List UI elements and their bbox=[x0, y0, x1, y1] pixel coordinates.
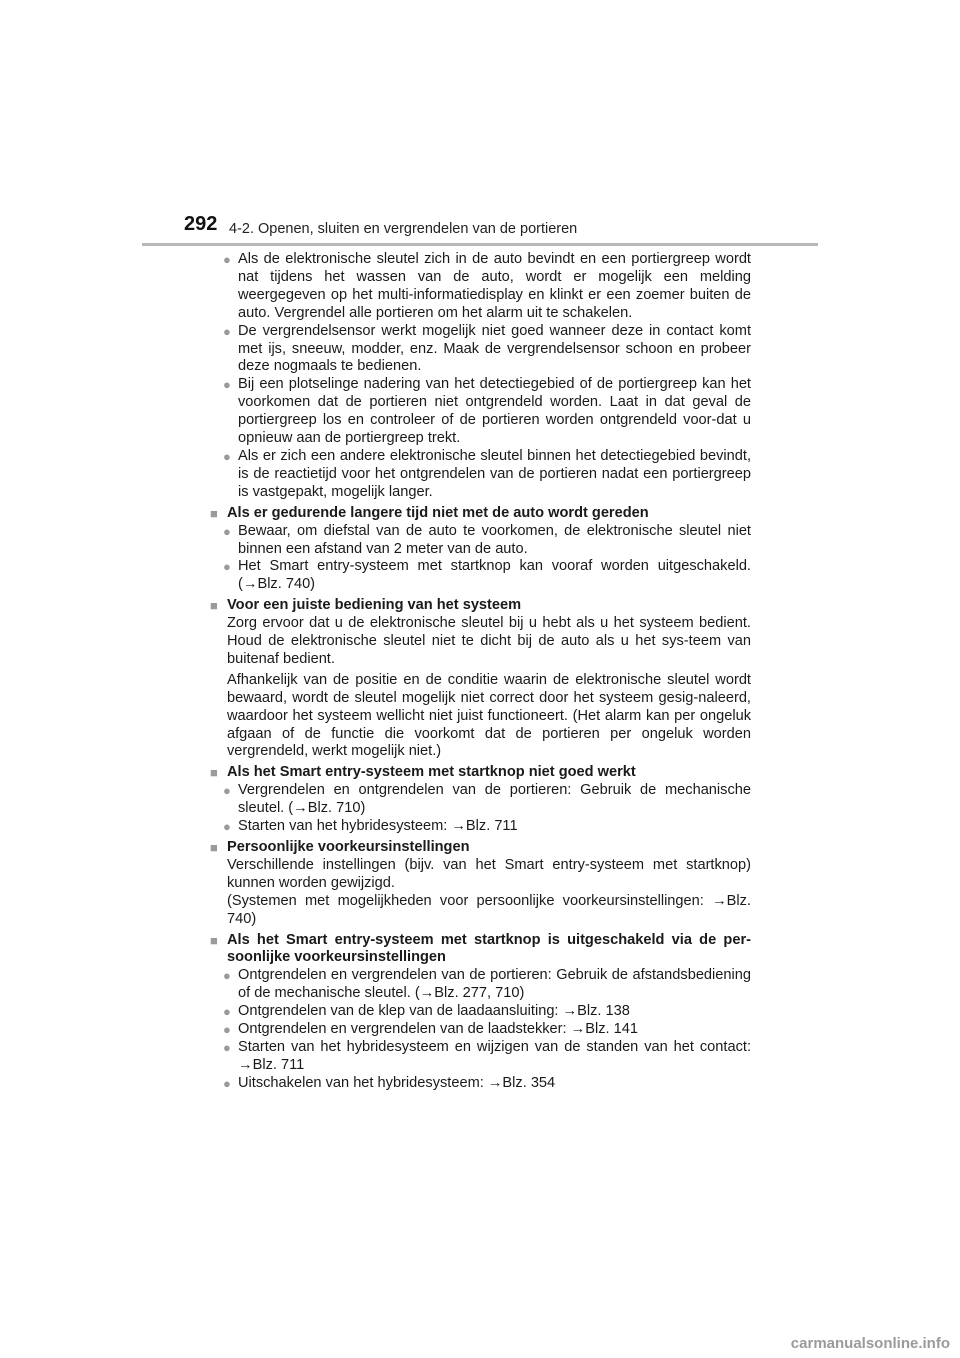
bullet-item bbox=[210, 323, 751, 377]
bullet-text: Uitschakelen van het hybridesysteem: →Blz. 354 bbox=[238, 1074, 556, 1091]
bullet-marker-icon: ● bbox=[223, 1075, 231, 1091]
bullet-text: De vergrendelsensor werkt mogelijk niet goed wanneer deze in contact komt met ijs, sneeuw, modder, enz. Maak de vergrendelsensor schoon en probeer deze nogmaals te bedienen. bbox=[238, 322, 751, 375]
bullet-item bbox=[210, 376, 751, 448]
bullet-marker-icon: ● bbox=[223, 323, 231, 339]
section-heading bbox=[210, 597, 751, 615]
heading-text: Als het Smart entry-systeem met startknop is uitgeschakeld via de per-soonlijke voorkeursinstellingen bbox=[227, 931, 751, 966]
watermark: carmanualsonline.info bbox=[790, 1335, 950, 1352]
heading-text: Als er gedurende langere tijd niet met de auto wordt gereden bbox=[227, 504, 649, 521]
heading-square-icon: ■ bbox=[210, 598, 218, 614]
heading-square-icon: ■ bbox=[210, 505, 218, 521]
heading-text: Als het Smart entry-systeem met startknop niet goed werkt bbox=[227, 764, 636, 781]
bullet-marker-icon: ● bbox=[223, 559, 231, 575]
bullet-marker-icon: ● bbox=[223, 1022, 231, 1038]
bullet-text: Bewaar, om diefstal van de auto te voorkomen, de elektronische sleutel niet binnen een afstand van 2 meter van de auto. bbox=[238, 522, 751, 557]
bullet-marker-icon: ● bbox=[223, 1004, 231, 1020]
section-heading bbox=[210, 839, 751, 857]
bullet-item bbox=[210, 523, 751, 559]
header-divider bbox=[142, 243, 818, 246]
bullet-item bbox=[210, 818, 751, 836]
bullet-marker-icon: ● bbox=[223, 819, 231, 835]
bullet-text: Ontgrendelen en vergrendelen van de portieren: Gebruik de afstandsbediening of de mechanische sleutel. (→Blz. 277, 710) bbox=[238, 967, 751, 1002]
bullet-text: Ontgrendelen van de klep van de laadaansluiting: →Blz. 138 bbox=[238, 1003, 630, 1020]
section-title: 4-2. Openen, sluiten en vergrendelen van de portieren bbox=[229, 221, 578, 237]
paragraph: Zorg ervoor dat u de elektronische sleutel bij u hebt als u het systeem bedient. Houd de elektronische sleutel niet te dicht bij de auto als u het sys-teem van buitenaf bedient. bbox=[227, 615, 751, 667]
heading-square-icon: ■ bbox=[210, 840, 218, 855]
bullet-text: Als er zich een andere elektronische sleutel binnen het detectiegebied bevindt, is de reactietijd voor het ontgrendelen van de portieren nadat een portiergreep is vastgepakt, mogelijk langer. bbox=[238, 447, 751, 500]
page-header bbox=[0, 0, 960, 250]
bullet-item bbox=[210, 1021, 751, 1039]
bullet-item bbox=[210, 558, 751, 594]
manual-content bbox=[210, 251, 751, 1093]
page-number: 292 bbox=[184, 213, 218, 235]
bullet-marker-icon: ● bbox=[223, 783, 231, 799]
bullet-marker-icon: ● bbox=[223, 523, 231, 539]
bullet-item bbox=[210, 1075, 751, 1093]
bullet-item bbox=[210, 448, 751, 502]
section-heading bbox=[210, 932, 751, 968]
section-heading bbox=[210, 764, 751, 782]
bullet-text: Als de elektronische sleutel zich in de auto bevindt en een portiergreep wordt nat tijdens het wassen van de auto, wordt er mogelijk een melding weergegeven op het multi-informatiedisplay en klinkt er een zoemer buiten de auto. Vergrendel alle portieren om het alarm uit te schakelen. bbox=[238, 251, 751, 321]
paragraph: Afhankelijk van de positie en de conditie waarin de elektronische sleutel wordt bewaard, wordt de sleutel mogelijk niet correct door het systeem gesig-naleerd, waardoor het systeem wellicht niet juist functioneert. (Het alarm kan per ongeluk afgaan of de functie die voorkomt dat de portieren per ongeluk worden vergrendeld, werkt mogelijk niet.) bbox=[227, 671, 751, 760]
bullet-text: Ontgrendelen en vergrendelen van de laadstekker: →Blz. 141 bbox=[238, 1021, 638, 1038]
bullet-item bbox=[210, 1039, 751, 1075]
bullet-marker-icon: ● bbox=[223, 1039, 231, 1055]
bullet-text: Starten van het hybridesysteem: →Blz. 711 bbox=[238, 818, 518, 835]
bullet-text: Bij een plotselinge nadering van het detectiegebied of de portiergreep kan het voorkomen dat de portieren niet ontgrendeld worden. Laat in dat geval de portiergreep los en controleer of de portieren worden ontgrendeld voor-dat u opnieuw aan de portiergreep trekt. bbox=[238, 376, 751, 447]
bullet-text: Starten van het hybridesysteem en wijzigen van de standen van het contact: →Blz. 711 bbox=[238, 1038, 751, 1073]
paragraph: Verschillende instellingen (bijv. van het Smart entry-systeem met startknop) kunnen worden gewijzigd. bbox=[227, 856, 751, 891]
heading-square-icon: ■ bbox=[210, 932, 218, 948]
heading-text: Voor een juiste bediening van het systeem bbox=[227, 597, 522, 614]
bullet-marker-icon: ● bbox=[223, 252, 231, 267]
paragraph: (Systemen met mogelijkheden voor persoonlijke voorkeursinstellingen: →Blz. 740) bbox=[227, 892, 751, 927]
bullet-item bbox=[210, 782, 751, 818]
bullet-marker-icon: ● bbox=[223, 448, 231, 464]
bullet-marker-icon: ● bbox=[223, 968, 231, 984]
bullet-text: Vergrendelen en ontgrendelen van de portieren: Gebruik de mechanische sleutel. (→Blz. 710) bbox=[238, 782, 751, 817]
section-heading bbox=[210, 505, 751, 523]
heading-square-icon: ■ bbox=[210, 765, 218, 781]
bullet-item bbox=[210, 967, 751, 1003]
bullet-item bbox=[210, 1003, 751, 1021]
bullet-item bbox=[210, 251, 751, 323]
bullet-marker-icon: ● bbox=[223, 377, 231, 393]
heading-text: Persoonlijke voorkeursinstellingen bbox=[227, 839, 470, 855]
bullet-text: Het Smart entry-systeem met startknop kan vooraf worden uitgeschakeld. (→Blz. 740) bbox=[238, 558, 751, 593]
